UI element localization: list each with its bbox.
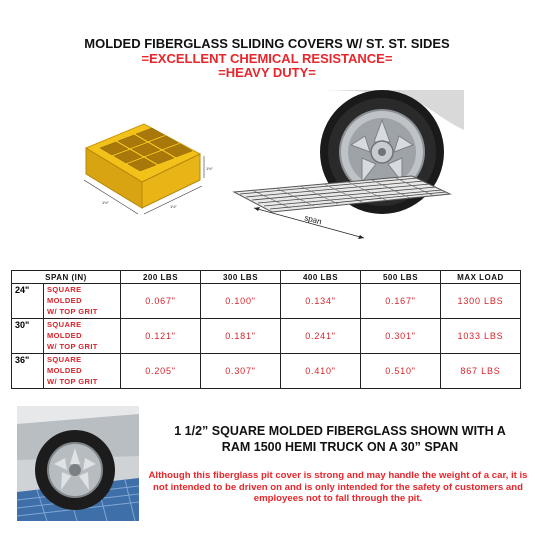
- column-header: 200 LBS: [121, 271, 201, 284]
- grating-description: SQUARE MOLDED W/ TOP GRIT: [44, 284, 121, 319]
- deflection-value: 0.307": [201, 354, 281, 389]
- subtitle-chemical-resistance: =EXCELLENT CHEMICAL RESISTANCE=: [141, 51, 393, 66]
- safety-note: Although this fiberglass pit cover is strong and may handle the weight of a car, it is not intended to be driven on and is only intended for the safety of customers and employees not to fall through the pit.: [148, 470, 528, 504]
- deflection-table: [11, 270, 521, 389]
- max-load-value: 1033 LBS: [441, 319, 521, 354]
- page-title: MOLDED FIBERGLASS SLIDING COVERS W/ ST. ST. SIDES: [84, 36, 450, 51]
- truck-wheel-on-grating-illustration: [232, 90, 464, 240]
- deflection-value: 0.301": [361, 319, 441, 354]
- deflection-value: 0.100": [201, 284, 281, 319]
- table-row: [12, 354, 521, 389]
- photo-caption: 1 1/2” SQUARE MOLDED FIBERGLASS SHOWN WITH A RAM 1500 HEMI TRUCK ON A 30” SPAN: [174, 424, 506, 454]
- column-header: 300 LBS: [201, 271, 281, 284]
- svg-text:1½": 1½": [206, 166, 213, 171]
- table-row: [12, 284, 521, 319]
- column-header: SPAN (IN): [12, 271, 121, 284]
- deflection-value: 0.510": [361, 354, 441, 389]
- deflection-value: 0.167": [361, 284, 441, 319]
- fiberglass-grating-illustration: [78, 118, 218, 226]
- svg-text:1½": 1½": [102, 200, 109, 205]
- span-value: 30": [12, 319, 44, 354]
- table-row: [12, 319, 521, 354]
- max-load-value: 867 LBS: [441, 354, 521, 389]
- deflection-value: 0.067": [121, 284, 201, 319]
- deflection-value: 0.134": [281, 284, 361, 319]
- subtitle-heavy-duty: =HEAVY DUTY=: [218, 65, 316, 80]
- deflection-value: 0.121": [121, 319, 201, 354]
- truck-on-grating-photo: [17, 406, 139, 521]
- span-label: span: [303, 213, 323, 227]
- deflection-value: 0.410": [281, 354, 361, 389]
- deflection-value: 0.205": [121, 354, 201, 389]
- grating-description: SQUARE MOLDED W/ TOP GRIT: [44, 319, 121, 354]
- grating-description: SQUARE MOLDED W/ TOP GRIT: [44, 354, 121, 389]
- svg-text:1½": 1½": [170, 204, 177, 209]
- max-load-value: 1300 LBS: [441, 284, 521, 319]
- deflection-value: 0.181": [201, 319, 281, 354]
- column-header: 400 LBS: [281, 271, 361, 284]
- table-header-row: [12, 271, 521, 284]
- span-value: 36": [12, 354, 44, 389]
- column-header: 500 LBS: [361, 271, 441, 284]
- span-value: 24": [12, 284, 44, 319]
- column-header: MAX LOAD: [441, 271, 521, 284]
- deflection-value: 0.241": [281, 319, 361, 354]
